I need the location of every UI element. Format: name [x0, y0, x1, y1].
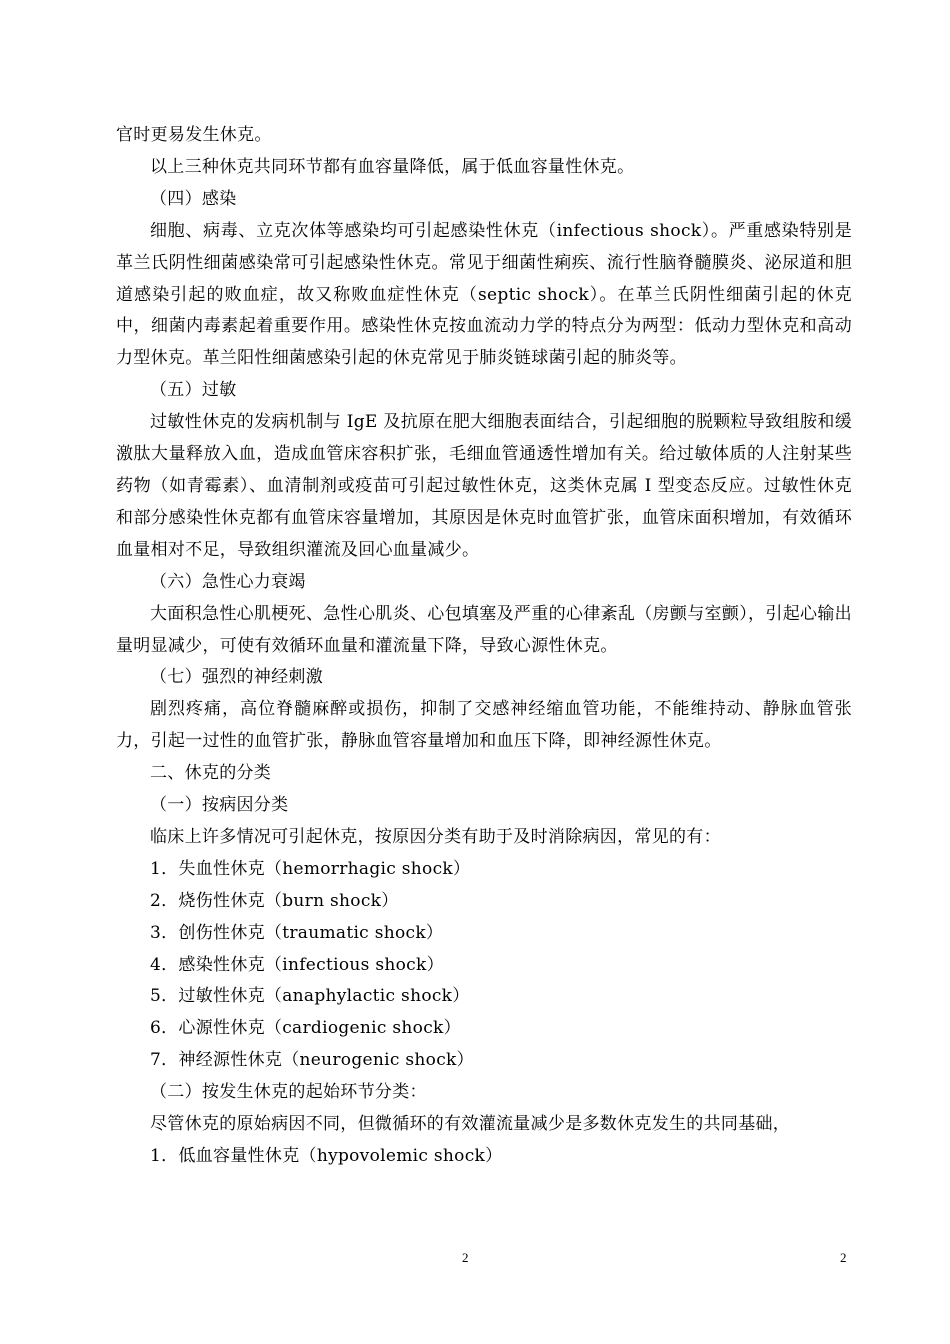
paragraph: 临床上许多情况可引起休克，按原因分类有助于及时消除病因，常见的有： [150, 826, 721, 847]
section-heading: （七）强烈的神经刺激 [150, 667, 323, 688]
section-heading: （二）按发生休克的起始环节分类： [150, 1082, 427, 1103]
list-item: 5．过敏性休克（anaphylactic shock） [150, 986, 470, 1007]
paragraph: 过敏性休克的发病机制与 IgE 及抗原在肥大细胞表面结合，引起细胞的脱颗粒导致组胺和缓激肽大量释放入血，造成血管床容积扩张，毛细血管通透性增加有关。给过敏体质的人注射某些药物（如青霉素）、血清制剂或疫苗可引起过敏性休克，这类休克属 I 型变态反应。过敏性休克和部分感染性休克都有血管床容量增加，其原因是休克时血管扩张，血管床面积增加，有效循环血量相对不足，导致组织灌流及回心血量减少。 [116, 412, 852, 560]
section-heading: （五）过敏 [150, 380, 237, 401]
paragraph: 以上三种休克共同环节都有血容量降低，属于低血容量性休克。 [150, 156, 635, 177]
paragraph: 细胞、病毒、立克次体等感染均可引起感染性休克（infectious shock）。严重感染特别是革兰氏阴性细菌感染常可引起感染性休克。常见于细菌性痢疾、流行性脑脊髓膜炎、泌尿道和胆道感染引起的败血症，故又称败血症性休克（septic shock）。在革兰氏阴性细菌引起的休克中，细菌内毒素起着重要作用。感染性休克按血流动力学的特点分为两型：低动力型休克和高动力型休克。革兰阳性细菌感染引起的休克常见于肺炎链球菌引起的肺炎等。 [116, 220, 852, 369]
list-item: 4．感染性休克（infectious shock） [150, 954, 444, 975]
section-heading: （一）按病因分类 [150, 795, 289, 816]
paragraph: 剧烈疼痛，高位脊髓麻醉或损伤，抑制了交感神经缩血管功能，不能维持动、静脉血管张力，引起一过性的血管扩张，静脉血管容量增加和血压下降，即神经源性休克。 [116, 699, 852, 752]
paragraph: 官时更易发生休克。 [116, 125, 272, 145]
list-item: 1．低血容量性休克（hypovolemic shock） [150, 1146, 503, 1166]
list-item: 6．心源性休克（cardiogenic shock） [150, 1018, 461, 1039]
list-item: 2．烧伤性休克（burn shock） [150, 890, 399, 911]
section-heading: （四）感染 [150, 188, 237, 209]
list-item: 3．创伤性休克（traumatic shock） [150, 922, 444, 943]
page-number-center: 2 [462, 1250, 469, 1265]
list-item: 1．失血性休克（hemorrhagic shock） [150, 858, 471, 879]
paragraph: 尽管休克的原始病因不同，但微循环的有效灌流量减少是多数休克发生的共同基础， [150, 1114, 791, 1135]
chapter-heading: 二、休克的分类 [150, 763, 272, 784]
paragraph: 大面积急性心肌梗死、急性心肌炎、心包填塞及严重的心律紊乱（房颤与室颤），引起心输出量明显减少，可使有效循环血量和灌流量下降，导致心源性休克。 [116, 603, 852, 656]
page-number-right: 2 [840, 1250, 847, 1265]
list-item: 7．神经源性休克（neurogenic shock） [150, 1050, 474, 1071]
section-heading: （六）急性心力衰竭 [150, 571, 306, 592]
body-text [116, 120, 852, 1173]
